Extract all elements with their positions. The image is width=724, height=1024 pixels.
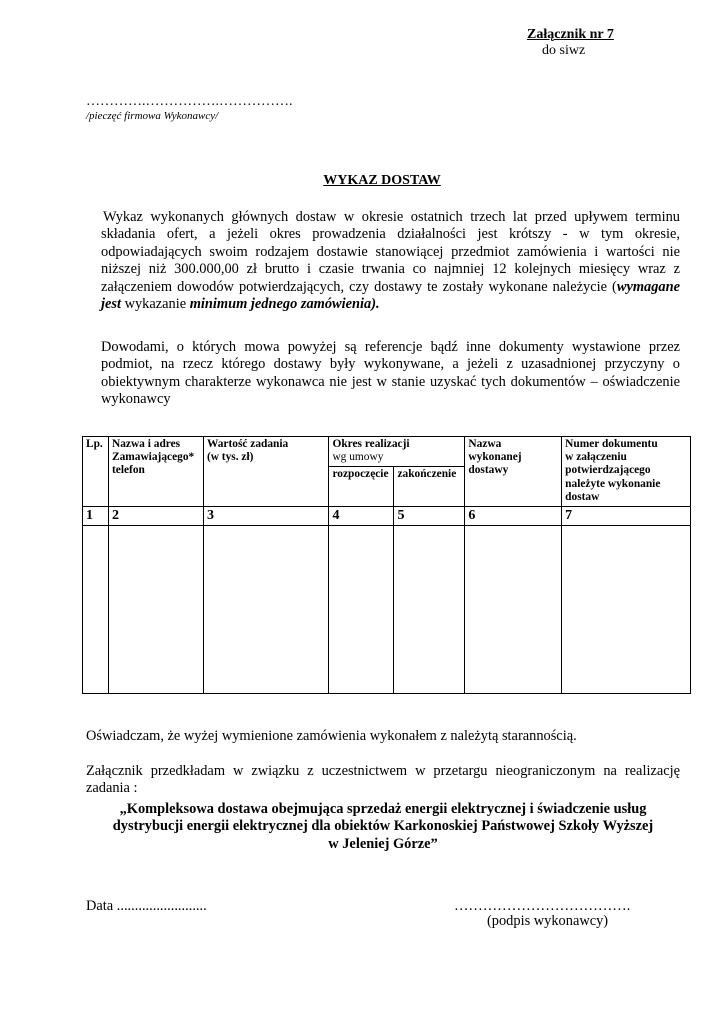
stamp-placeholder: ………….…………….……………. [86, 94, 293, 109]
document-title: WYKAZ DOSTAW [323, 173, 441, 188]
evidence-paragraph: Dowodami, o których mowa powyżej są referencje bądź inne dokumenty wystawione przez podmiot, na rzecz którego dostawy były wykonywane, a jeżeli z uzasadnionej przyczyny o obiektywnym charakterze wykonawca nie jest w stanie uzyskać tych dokumentów – oświadczenie wykonawcy [101, 339, 680, 408]
header-delivery: Nazwa wykonanej dostawy [465, 437, 562, 507]
table-cell-empty[interactable] [562, 526, 691, 694]
intro-text: Wykaz wykonanych głównych dostaw w okresie ostatnich trzech lat przed upływem terminu składania ofert, a jeżeli okres prowadzenia działalności jest krótszy - w tym okresie, odpowiadających swoim rodzajem dostawie stanowiącej przedmiot zamówienia i wartości nie niższej niż 300.000,00 zł brutto i czasie trwania co najmniej 12 kolejnych miesięcy wraz z załączeniem dowodów potwierdzających, czy dostawy te zostały wykonane należycie ( [101, 209, 680, 295]
intro-paragraph [101, 209, 680, 313]
col-number: 4 [329, 507, 394, 526]
table-cell-empty[interactable] [329, 526, 394, 694]
attachment-paragraph: Załącznik przedkładam w związku z uczestnictwem w przetargu nieograniczonym na realizację zadania : [86, 763, 680, 797]
header-period: Okres realizacji wg umowy [329, 437, 465, 467]
tender-title [86, 801, 680, 853]
tender-title-line-1: „Kompleksowa dostawa obejmująca sprzedaż energii elektrycznej i świadczenie usług [119, 801, 647, 817]
header-document: Numer dokumentu w załączeniu potwierdzającego należyte wykonanie dostaw [562, 437, 691, 507]
tender-title-line-3: w Jeleniej Górze” [328, 835, 438, 852]
col-number: 6 [465, 507, 562, 526]
attachment-subtitle: do siwz [542, 43, 586, 58]
col-number: 3 [203, 507, 329, 526]
table-cell-empty[interactable] [465, 526, 562, 694]
stamp-label: /pieczęć firmowa Wykonawcy/ [86, 110, 219, 122]
col-number: 5 [394, 507, 465, 526]
table-cell-empty[interactable] [203, 526, 329, 694]
deliveries-table [82, 436, 691, 694]
signature-field[interactable]: ………………………………. [454, 898, 631, 914]
header-lp: Lp. [83, 437, 109, 507]
table-cell-empty[interactable] [108, 526, 203, 694]
col-number: 7 [562, 507, 691, 526]
signature-label: (podpis wykonawcy) [487, 913, 609, 929]
col-number: 2 [108, 507, 203, 526]
declaration-text: Oświadczam, że wyżej wymienione zamówienia wykonałem z należytą starannością. [86, 728, 577, 744]
table-cell-empty[interactable] [83, 526, 109, 694]
intro-emphasis-2: minimum jednego zamówienia). [189, 296, 380, 313]
intro-emphasis-1: wymagane jest [101, 278, 680, 313]
col-number: 1 [83, 507, 109, 526]
header-client: Nazwa i adres Zamawiającego* telefon [108, 437, 203, 507]
intro-text-mid: wykazanie [120, 296, 190, 313]
tender-title-line-2: dystrybucji energii elektrycznej dla obiektów Karkonoskiej Państwowej Szkoły Wyższej [112, 818, 654, 835]
table-cell-empty[interactable] [394, 526, 465, 694]
header-end: zakończenie [394, 467, 465, 507]
header-start: rozpoczęcie [329, 467, 394, 507]
date-field[interactable]: Data ......................... [86, 898, 207, 914]
attachment-title: Załącznik nr 7 [527, 27, 614, 42]
header-value: Wartość zadania (w tys. zł) [203, 437, 329, 507]
